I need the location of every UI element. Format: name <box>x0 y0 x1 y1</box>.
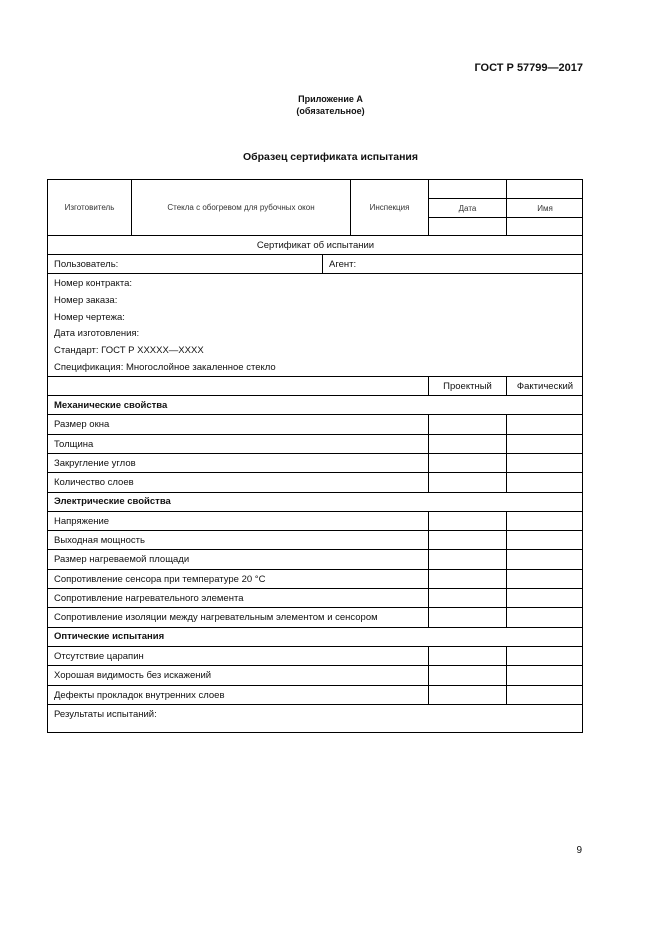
test-row-label: Размер окна <box>54 418 110 430</box>
test-row-label: Выходная мощность <box>54 534 145 546</box>
rule <box>506 665 507 685</box>
rule <box>428 607 429 627</box>
rule <box>428 511 429 530</box>
test-row-label: Сопротивление нагревательного элемента <box>54 592 244 604</box>
product-label: Стекла с обогревом для рубочных окон <box>167 203 315 212</box>
rule <box>428 434 429 453</box>
rule <box>506 472 507 492</box>
name-label: Имя <box>537 203 553 213</box>
rule <box>428 472 429 492</box>
info-line: Стандарт: ГОСТ Р XXXXX—XXXX <box>54 345 204 357</box>
test-row-label: Напряжение <box>54 515 110 527</box>
rule <box>428 180 429 235</box>
rule <box>428 453 429 472</box>
info-line: Спецификация: Многослойное закаленное стекло <box>54 362 276 373</box>
rule <box>506 511 507 530</box>
test-row-label: Дефекты прокладок внутренних слоев <box>54 689 225 701</box>
rule <box>428 685 429 704</box>
rule <box>506 588 507 607</box>
actual-column-header: Фактический <box>516 380 574 392</box>
rule <box>428 665 429 685</box>
appendix-note: (обязательное) <box>296 106 365 116</box>
manufacturer-label: Изготовитель <box>64 203 115 212</box>
certificate-table <box>47 179 583 733</box>
inspection-label: Инспекция <box>369 203 410 212</box>
certificate-title: Сертификат об испытании <box>256 239 375 251</box>
document-code: ГОСТ Р 57799—2017 <box>474 62 583 74</box>
test-row-label: Количество слоев <box>54 476 134 488</box>
section-title: Механические свойства <box>54 399 168 411</box>
rule <box>48 273 583 274</box>
agent-label: Агент: <box>329 258 357 270</box>
rule <box>506 685 507 704</box>
rule <box>428 588 429 607</box>
rule <box>506 530 507 549</box>
rule <box>428 414 429 434</box>
rule <box>428 530 429 549</box>
info-line: Номер заказа: <box>54 294 118 306</box>
section-title: Оптические испытания <box>54 631 165 643</box>
test-row-label: Закругление углов <box>54 457 136 469</box>
rule <box>131 180 132 235</box>
test-row-label: Толщина <box>54 438 94 450</box>
results-label: Результаты испытаний: <box>54 708 157 720</box>
rule <box>506 434 507 453</box>
rule <box>428 646 429 665</box>
test-row-label: Хорошая видимость без искажений <box>54 669 212 681</box>
rule <box>322 254 323 273</box>
rule <box>506 607 507 627</box>
info-line: Дата изготовления: <box>54 328 140 340</box>
rule <box>428 217 583 218</box>
appendix-title: Приложение А <box>298 94 363 104</box>
rule <box>350 180 351 235</box>
sample-title: Образец сертификата испытания <box>242 151 419 163</box>
design-column-header: Проектный <box>443 380 492 392</box>
rule <box>506 646 507 665</box>
test-row-label: Сопротивление сенсора при температуре 20 °С <box>54 573 266 585</box>
test-row-label: Размер нагреваемой площади <box>54 553 190 565</box>
rule <box>506 569 507 588</box>
appendix-heading <box>0 93 661 117</box>
rule <box>506 180 507 235</box>
section-title: Электрические свойства <box>54 496 171 508</box>
rule <box>506 376 507 395</box>
rule <box>428 549 429 569</box>
date-label: Дата <box>458 203 477 213</box>
user-label: Пользователь: <box>54 258 119 270</box>
rule <box>428 569 429 588</box>
test-row-label: Отсутствие царапин <box>54 650 144 662</box>
test-row-label: Сопротивление изоляции между нагревательным элементом и сенсором <box>54 611 378 623</box>
rule <box>506 414 507 434</box>
info-line: Номер чертежа: <box>54 311 125 323</box>
rule <box>428 376 429 395</box>
rule <box>506 549 507 569</box>
info-line: Номер контракта: <box>54 278 133 289</box>
rule <box>506 453 507 472</box>
rule <box>428 198 583 199</box>
page-number: 9 <box>576 845 582 856</box>
